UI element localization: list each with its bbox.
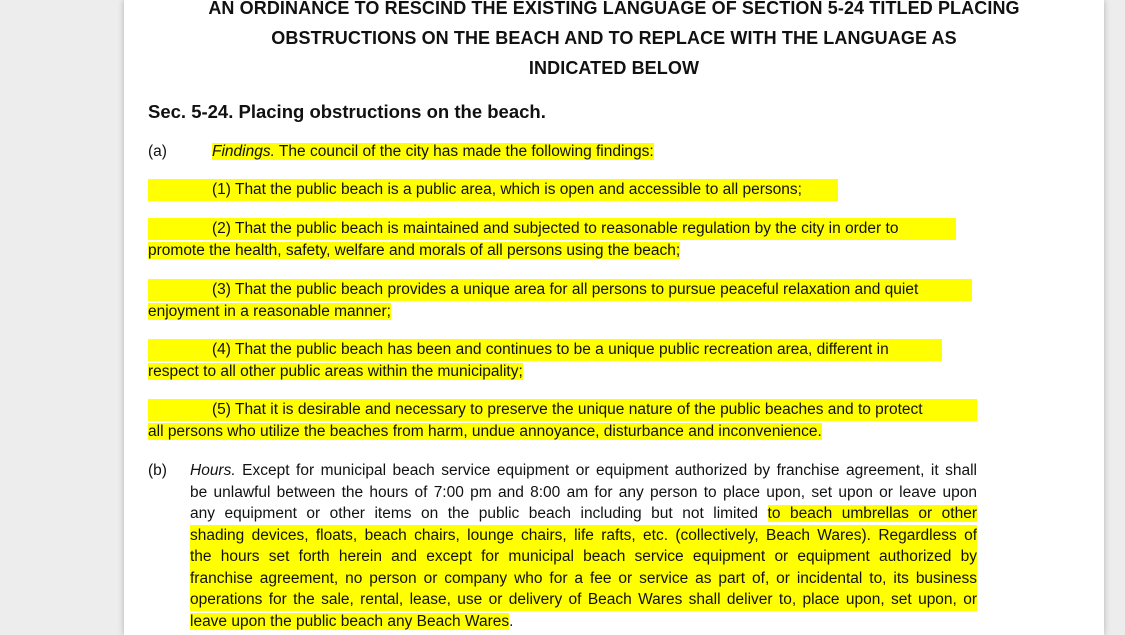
finding-2-line-2: promote the health, safety, welfare and morals of all persons using the beach; (148, 242, 681, 259)
findings-italic-label: Findings. (212, 143, 275, 160)
hours-italic-label: Hours. (190, 462, 236, 479)
hours-line-5: the hours set forth herein and except for municipal beach service equipment or equipment authorized by (190, 548, 977, 565)
finding-4-line-2: respect to all other public areas within the municipality; (148, 363, 523, 380)
hours-line-2: be unlawful between the hours of 7:00 pm and 8:00 am for any person to place upon, set upon or leave upon (190, 484, 977, 501)
finding-2-line-1: (2) That the public beach is maintained and subjected to reasonable regulation by the city in order to (212, 220, 899, 237)
hours-line-4: shading devices, floats, beach chairs, lounge chairs, life rafts, etc. (collectively, Beach Wares). Regardless of (190, 527, 977, 544)
ordinance-title-line-3: INDICATED BELOW (528, 58, 700, 78)
finding-5-line-2: all persons who utilize the beaches from harm, undue annoyance, disturbance and inconvenience. (148, 423, 822, 440)
document-page (124, 0, 1104, 635)
finding-3-line-2: enjoyment in a reasonable manner; (148, 303, 391, 320)
hours-line-8: leave upon the public beach any Beach Wares. (190, 613, 514, 630)
hours-line-3: any equipment or other items on the public beach including but not limited to beach umbrellas or other (190, 505, 977, 522)
subsection-b-label: (b) (148, 462, 167, 479)
findings-intro-text: The council of the city has made the following findings: (274, 143, 654, 160)
section-heading: Sec. 5-24. Placing obstructions on the beach. (148, 101, 546, 122)
subsection-a-lead (212, 141, 654, 163)
hours-line-6: franchise agreement, no person or company who for a fee or service as part of, or incidental to, its business (190, 570, 977, 587)
hours-line-1: Hours. Except for municipal beach service equipment or equipment authorized by franchise agreement, it shall (190, 462, 977, 479)
finding-3-line-1: (3) That the public beach provides a unique area for all persons to pursue peaceful relaxation and quiet (212, 281, 919, 298)
finding-5-line-1: (5) That it is desirable and necessary to preserve the unique nature of the public beaches and to protect (212, 401, 923, 418)
finding-4-line-1: (4) That the public beach has been and continues to be a unique public recreation area, different in (212, 341, 889, 358)
ordinance-title-line-1: AN ORDINANCE TO RESCIND THE EXISTING LANGUAGE OF SECTION 5-24 TITLED PLACING (208, 0, 1020, 18)
hours-line-7: operations for the sale, rental, lease, use or delivery of Beach Wares shall deliver to, place upon, set upon, or (190, 591, 977, 608)
finding-1: (1) That the public beach is a public area, which is open and accessible to all persons; (212, 181, 802, 198)
subsection-a-label: (a) (148, 143, 167, 160)
ordinance-title-line-2: OBSTRUCTIONS ON THE BEACH AND TO REPLACE WITH THE LANGUAGE AS (271, 28, 957, 48)
